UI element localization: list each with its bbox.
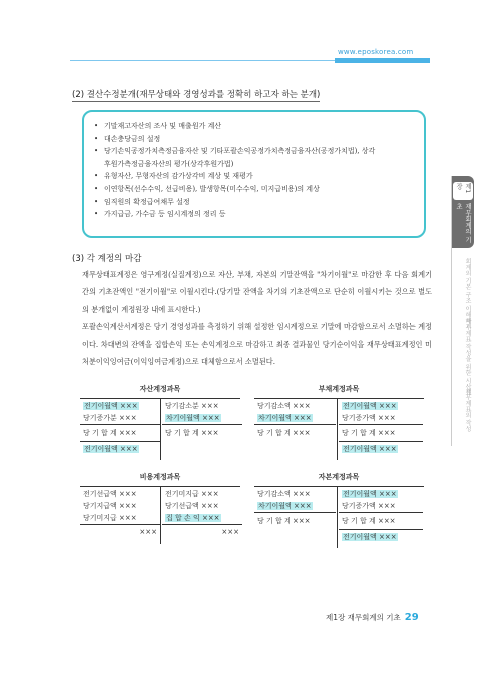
table-cell: 당기지급액 ××× xyxy=(83,502,137,510)
table-cell: 전기이월액 ××× xyxy=(84,402,138,410)
t-account-divider xyxy=(160,486,161,544)
list-item: • 임직원의 확정급여채무 설정 xyxy=(94,197,190,206)
section-3-body xyxy=(82,266,432,370)
liability-debit-side xyxy=(254,400,336,441)
table-cell: 당 기 합 계 ××× xyxy=(254,513,336,530)
table-cell: ××× xyxy=(80,525,160,540)
table-cell: 당 기 합 계 ××× xyxy=(339,513,423,530)
t-account-divider xyxy=(337,398,338,460)
equity-account-title: 자본계정과목 xyxy=(318,473,360,481)
t-account-divider xyxy=(160,398,161,460)
table-cell: 전기이월액 ××× xyxy=(343,445,397,453)
t-account-rule xyxy=(254,486,424,487)
page-number: 29 xyxy=(404,612,419,623)
section-2-title: (2) 결산수정분개(재무상태와 경영성과를 정확히 하고자 하는 분개) xyxy=(72,90,321,100)
equity-debit-side xyxy=(254,488,336,529)
table-cell: 당기미지급 ××× xyxy=(83,514,137,522)
tab-trial-balance[interactable]: 재무제표 작성을 위한 시산표 xyxy=(464,318,471,396)
asset-account-title: 자산계정과목 xyxy=(139,385,181,393)
table-cell: 차기이월액 ××× xyxy=(166,414,220,422)
table-cell: 차기이월액 ××× xyxy=(258,414,312,422)
footer-chapter: 제1장 재무회계의 기초 xyxy=(326,613,401,622)
list-item: • 이연항목(선수수익, 선급비용), 발생항목(미수수익, 미지급비용)의 계상 xyxy=(94,184,320,193)
chapter-badge: 제1장 xyxy=(453,182,473,200)
table-cell: 당 기 합 계 ××× xyxy=(80,425,160,442)
expense-credit-side xyxy=(162,488,242,539)
table-cell: 전기이월액 ××× xyxy=(343,402,397,410)
table-cell: 당기증가액 ××× xyxy=(342,502,396,510)
site-url[interactable]: www.eposkorea.com xyxy=(338,48,414,56)
table-cell: 당기선급액 ××× xyxy=(165,502,219,510)
tab-basic-structure[interactable]: 회계의 기본 구조 이해하기 xyxy=(464,258,471,330)
table-cell: 전기이월액 ××× xyxy=(343,490,397,498)
table-cell: 전기미지급 ××× xyxy=(165,490,219,498)
table-cell: ××× xyxy=(162,525,242,540)
table-cell: 차기이월액 ××× xyxy=(258,502,312,510)
list-item: • 기말재고자산의 조사 및 매출원가 계산 xyxy=(94,122,222,130)
asset-debit-side xyxy=(80,400,160,456)
section-3-title: (3) 각 계정의 마감 xyxy=(72,254,142,264)
table-cell: 당기감소액 ××× xyxy=(257,490,311,498)
t-account-divider xyxy=(337,486,338,548)
table-cell: 당기증가액 ××× xyxy=(342,414,396,422)
liability-account-title: 부채계정과목 xyxy=(318,385,360,393)
list-item: • 가지급금, 가수금 등 임시계정의 정리 등 xyxy=(94,210,226,219)
table-cell: 전기선급액 ××× xyxy=(83,490,137,498)
liability-credit-side xyxy=(339,400,423,456)
table-cell: 집 합 손 익 ××× xyxy=(166,514,220,522)
header-rule xyxy=(70,60,430,61)
table-cell: 전기이월액 ××× xyxy=(343,533,397,541)
list-item: • 당기손익공정가치측정금융자산 및 기타포괄손익공정가치측정금융자산(공정가치법), 상각 xyxy=(94,147,376,156)
list-item: • 유형자산, 무형자산의 감가상각비 계상 및 재평가 xyxy=(94,172,253,181)
paragraph: 재무상태표계정은 영구계정(실질계정)으로 자산, 부채, 자본의 기말잔액을 "차기이월"로 마감한 후 다음 회계기간의 기초잔액인 "전기이월"로 이월시킨다.(당기말 잔액을 차기의 기초잔액으로 단순히 이월시키는 것으로 별도의 분개없이 계정원장 내에 표시한다.) xyxy=(82,270,432,314)
equity-credit-side xyxy=(339,488,423,544)
list-item: • 대손충당금의 설정 xyxy=(94,134,161,143)
table-cell: 당 기 합 계 ××× xyxy=(254,425,336,442)
tab-label: 재무회계의 기초 xyxy=(455,203,471,243)
page-footer xyxy=(326,612,419,623)
tab-statements[interactable]: 재무제표의 작성 xyxy=(464,388,471,432)
table-cell: 당기감소분 ××× xyxy=(165,402,219,410)
list-item: 후원가측정금융자산의 평가(상각후원가법) xyxy=(104,159,234,168)
t-account-rule xyxy=(254,398,424,399)
paragraph: 포괄손익계산서계정은 당기 경영성과를 측정하기 위해 설정한 임시계정으로 기말에 마감함으로서 소멸하는 계정이다. 차대변의 잔액을 집합손익 또는 손익계정으로 마감하고 최종 결과물인 당기순이익을 재무상태표계정인 미처분이익잉여금(이익잉여금계정)으로 대체함으로서 소멸된다. xyxy=(82,322,432,367)
table-cell: 당기감소액 ××× xyxy=(257,402,311,410)
tab-active-chapter[interactable] xyxy=(452,176,474,248)
asset-credit-side xyxy=(162,400,242,441)
table-cell: 당기증가분 ××× xyxy=(83,414,137,422)
adjusting-entries-box xyxy=(82,110,426,238)
table-cell: 전기이월액 ××× xyxy=(84,445,138,453)
table-cell: 당 기 합 계 ××× xyxy=(162,425,242,442)
expense-debit-side xyxy=(80,488,160,539)
table-cell: 당 기 합 계 ××× xyxy=(339,425,423,442)
expense-account-title: 비용계정과목 xyxy=(139,473,181,481)
